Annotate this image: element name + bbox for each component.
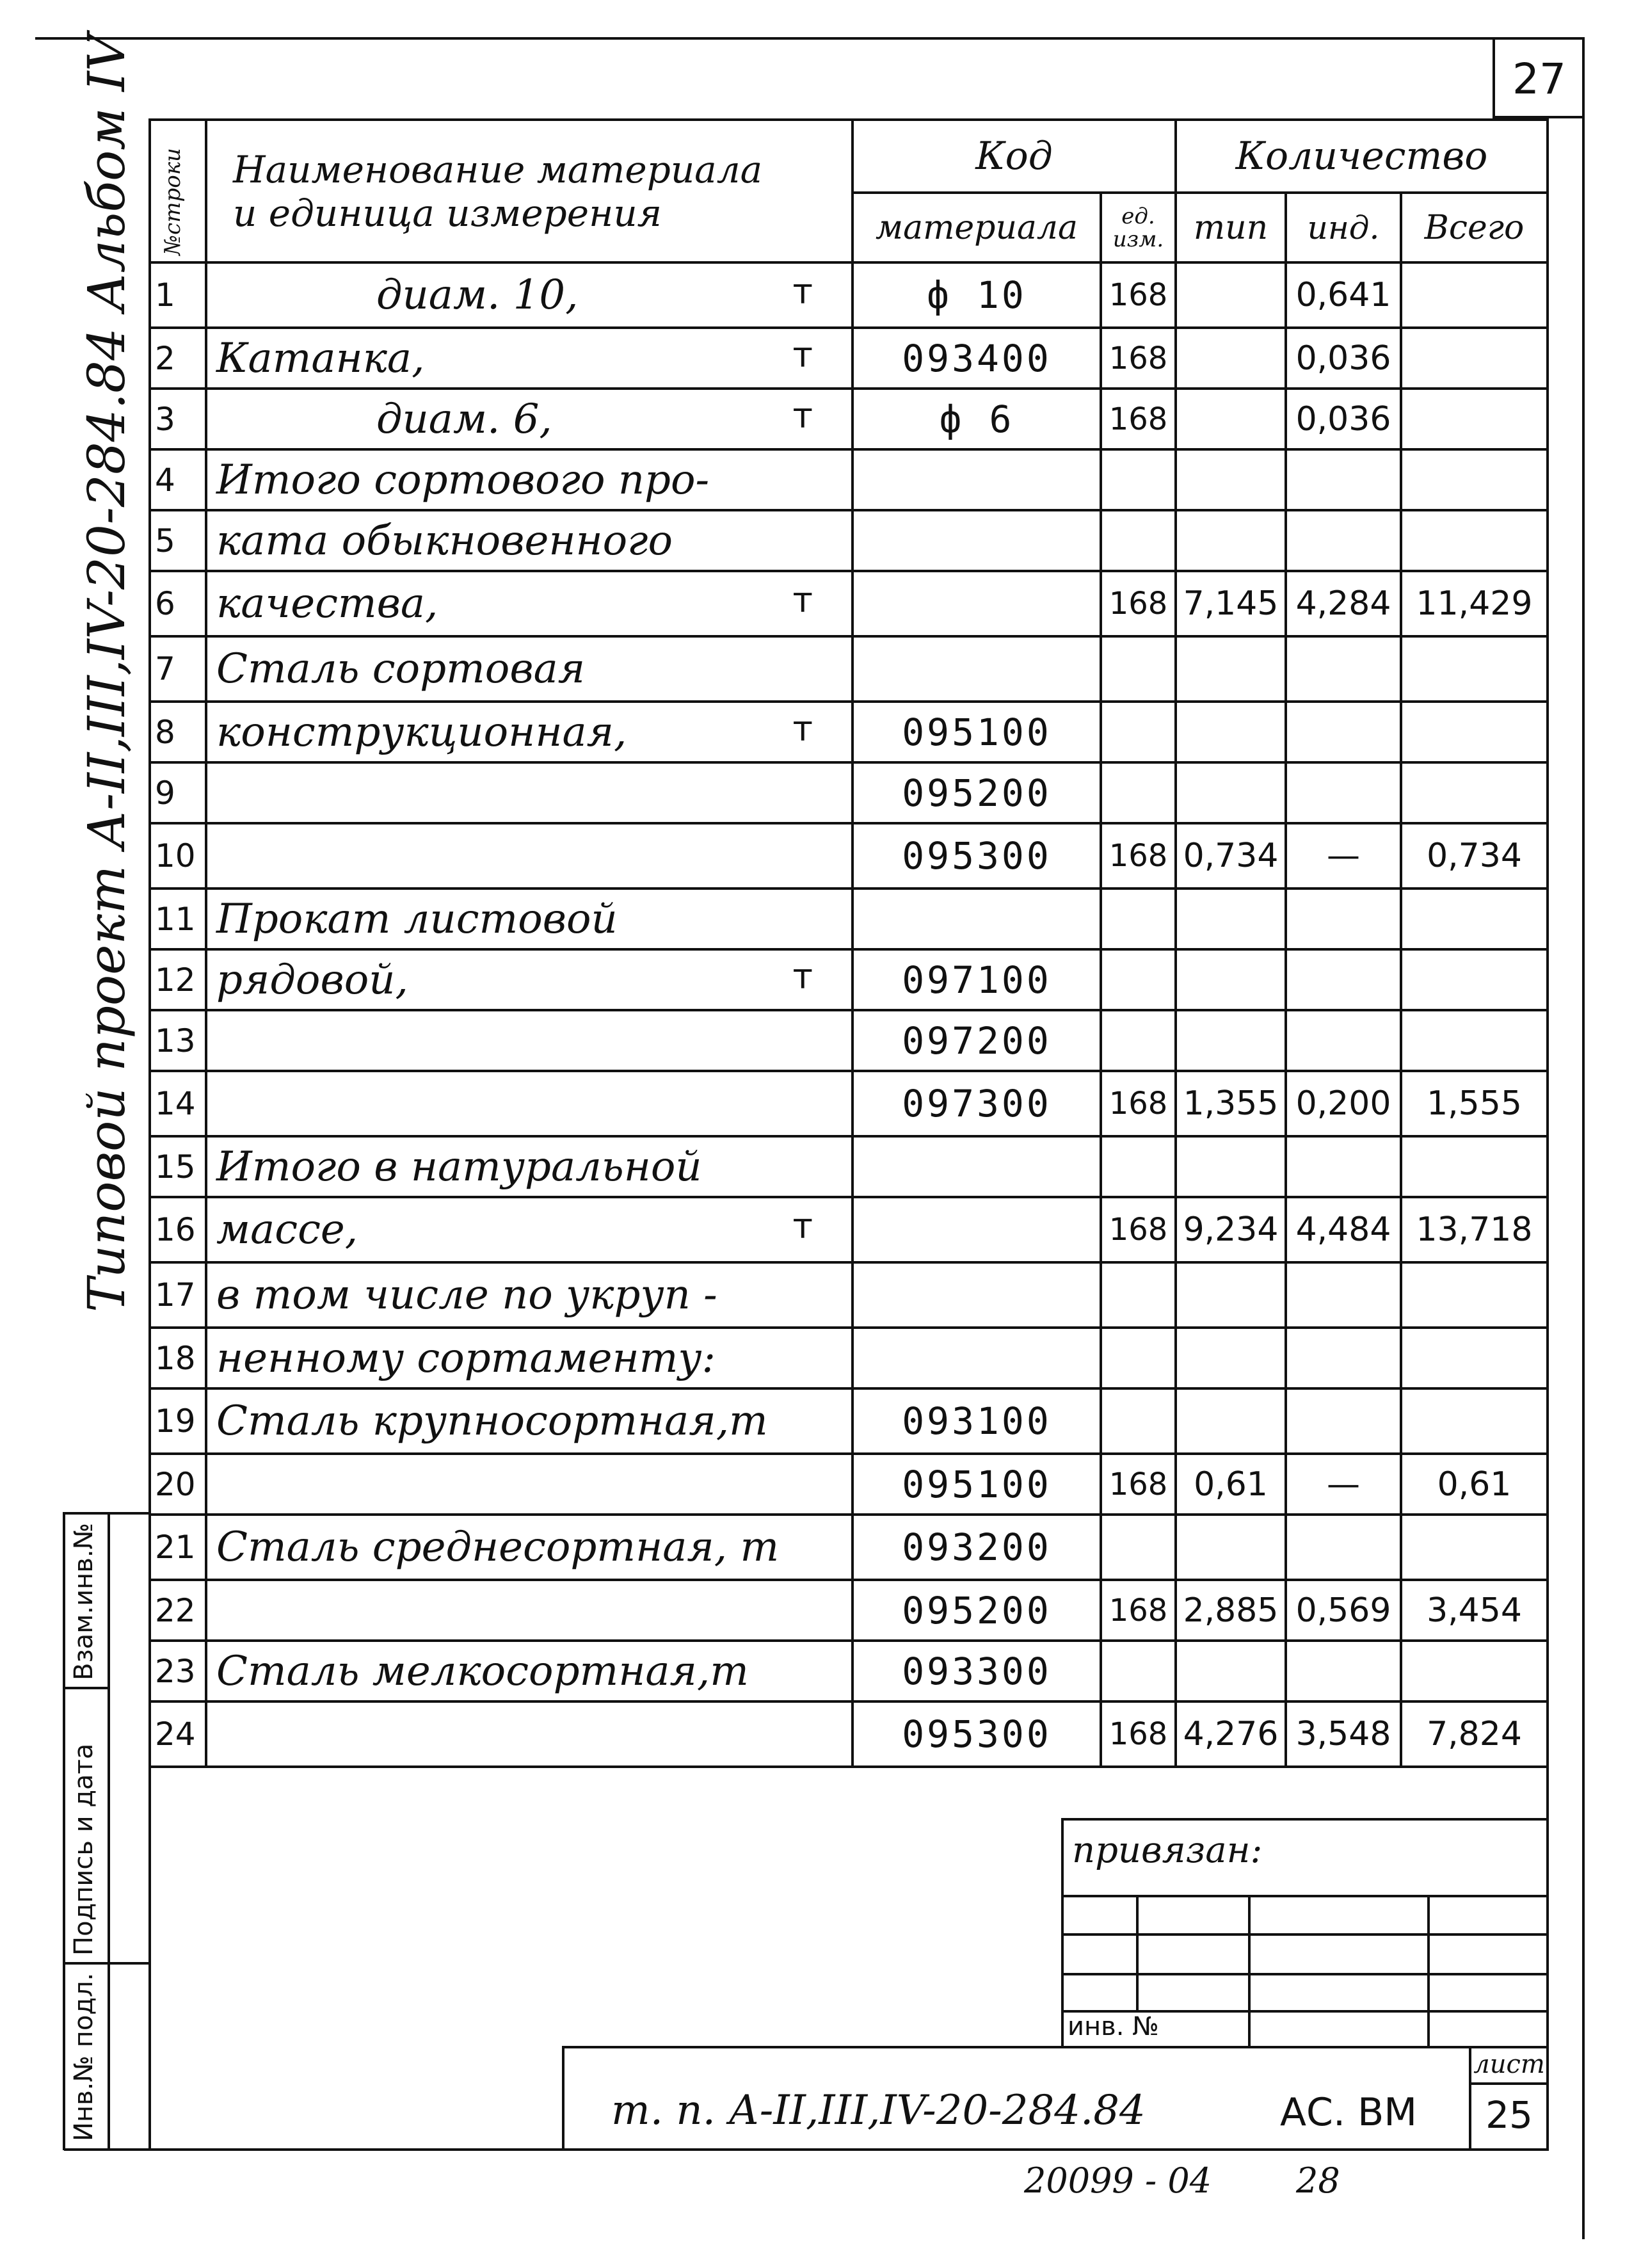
- binding-col-line-3: [1427, 1895, 1430, 2048]
- row-code: 093100: [853, 1388, 1101, 1454]
- row-qty-ind: [1286, 1262, 1401, 1328]
- row-unit-label: т: [792, 271, 813, 312]
- margin-label-replacement: Взам.инв.№: [69, 1522, 99, 1680]
- row-name: [206, 1010, 853, 1071]
- header-code: Код: [853, 120, 1176, 193]
- row-qty-ind: [1286, 449, 1401, 510]
- row-qty-type: [1176, 1328, 1286, 1388]
- table-row: [150, 762, 1548, 823]
- margin-stamp-top: [63, 1512, 151, 1515]
- row-unit-code: 168: [1101, 1197, 1176, 1262]
- row-qty-total: 13,718: [1401, 1197, 1548, 1262]
- row-unit-code: [1101, 949, 1176, 1010]
- header-quantity: Количество: [1176, 120, 1548, 193]
- row-qty-ind: [1286, 1136, 1401, 1197]
- row-name: [206, 328, 853, 389]
- row-name: [206, 449, 853, 510]
- row-code: 093400: [853, 328, 1101, 389]
- table-row: [150, 823, 1548, 889]
- row-unit-code: [1101, 636, 1176, 702]
- binding-col-line-2: [1248, 1895, 1251, 2048]
- table-row: [150, 1515, 1548, 1580]
- page-number: 27: [1512, 54, 1566, 104]
- row-qty-ind: [1286, 636, 1401, 702]
- row-number: 24: [150, 1701, 206, 1767]
- row-unit-code: [1101, 1262, 1176, 1328]
- row-qty-type: [1176, 762, 1286, 823]
- row-name-text: Итого в натуральной: [216, 1143, 702, 1191]
- row-unit-code: [1101, 1388, 1176, 1454]
- row-qty-total: [1401, 449, 1548, 510]
- header-row-number-cell: [150, 120, 206, 262]
- row-qty-ind: [1286, 949, 1401, 1010]
- row-unit-code: [1101, 1515, 1176, 1580]
- row-qty-type: 4,276: [1176, 1701, 1286, 1767]
- row-qty-total: [1401, 1515, 1548, 1580]
- row-number: 19: [150, 1388, 206, 1454]
- stamp-sheet-label: лист: [1473, 2050, 1545, 2079]
- margin-label-signature-date: Подпись и дата: [69, 1743, 99, 1956]
- header-row-1: [150, 120, 1548, 193]
- row-name-text: Сталь сортовая: [216, 645, 586, 693]
- row-number: 15: [150, 1136, 206, 1197]
- row-unit-code: 168: [1101, 389, 1176, 449]
- row-name: [206, 1262, 853, 1328]
- row-unit-code: 168: [1101, 1071, 1176, 1136]
- row-qty-total: [1401, 702, 1548, 762]
- row-name-text: Сталь среднесортная, т: [216, 1524, 780, 1571]
- row-name: [206, 1071, 853, 1136]
- row-name-text: в том числе по укруп -: [216, 1271, 717, 1319]
- row-qty-total: 7,824: [1401, 1701, 1548, 1767]
- row-qty-total: [1401, 1262, 1548, 1328]
- row-qty-ind: 3,548: [1286, 1701, 1401, 1767]
- row-qty-ind: [1286, 1010, 1401, 1071]
- row-code: [853, 449, 1101, 510]
- row-qty-total: 1,555: [1401, 1071, 1548, 1136]
- row-qty-total: [1401, 262, 1548, 328]
- row-qty-ind: 4,484: [1286, 1197, 1401, 1262]
- row-code: 097100: [853, 949, 1101, 1010]
- margin-label-original-inv: Инв.№ подл.: [69, 1972, 99, 2141]
- table-row: [150, 1580, 1548, 1641]
- row-unit-code: [1101, 1136, 1176, 1197]
- header-code-unit: ед. изм.: [1101, 193, 1176, 262]
- row-name: [206, 1197, 853, 1262]
- row-qty-ind: —: [1286, 823, 1401, 889]
- row-name: [206, 1388, 853, 1454]
- row-code: 093200: [853, 1515, 1101, 1580]
- row-qty-ind: [1286, 1388, 1401, 1454]
- row-qty-ind: [1286, 1515, 1401, 1580]
- row-qty-total: [1401, 1328, 1548, 1388]
- row-qty-type: [1176, 1010, 1286, 1071]
- row-qty-ind: [1286, 762, 1401, 823]
- table-row: [150, 949, 1548, 1010]
- row-unit-code: [1101, 449, 1176, 510]
- row-qty-total: [1401, 636, 1548, 702]
- row-qty-ind: [1286, 510, 1401, 571]
- row-code: 095200: [853, 762, 1101, 823]
- row-name: [206, 949, 853, 1010]
- row-number: 13: [150, 1010, 206, 1071]
- row-name-text: массе,: [216, 1206, 358, 1253]
- row-unit-code: 168: [1101, 262, 1176, 328]
- row-unit-label: т: [792, 395, 813, 436]
- row-number: 2: [150, 328, 206, 389]
- row-name-text: Итого сортового про-: [216, 456, 710, 504]
- table-row: [150, 571, 1548, 636]
- header-qty-total: Всего: [1401, 193, 1548, 262]
- row-unit-code: 168: [1101, 571, 1176, 636]
- table-row: [150, 1454, 1548, 1515]
- row-qty-ind: 4,284: [1286, 571, 1401, 636]
- row-name-text: Сталь крупносортная,т: [216, 1397, 768, 1445]
- table-row: [150, 389, 1548, 449]
- row-code: [853, 1197, 1101, 1262]
- row-number: 1: [150, 262, 206, 328]
- table-row: [150, 1641, 1548, 1701]
- binding-row-line-2: [1061, 1933, 1549, 1936]
- row-unit-code: [1101, 510, 1176, 571]
- row-name: [206, 762, 853, 823]
- stamp-top: [562, 2046, 1549, 2048]
- row-unit-code: 168: [1101, 328, 1176, 389]
- row-qty-type: [1176, 949, 1286, 1010]
- row-qty-total: 0,734: [1401, 823, 1548, 889]
- header-qty-type: тип: [1176, 193, 1286, 262]
- row-code: ф 10: [853, 262, 1101, 328]
- row-name: [206, 262, 853, 328]
- row-qty-total: [1401, 389, 1548, 449]
- row-unit-code: [1101, 1010, 1176, 1071]
- row-name-text: Сталь мелкосортная,т: [216, 1647, 749, 1695]
- table-row: [150, 1010, 1548, 1071]
- row-code: ф 6: [853, 389, 1101, 449]
- row-code: [853, 571, 1101, 636]
- stamp-project-code: т. п. А-II,III,IV-20-284.84: [611, 2087, 1146, 2134]
- row-qty-type: [1176, 1388, 1286, 1454]
- row-qty-type: [1176, 389, 1286, 449]
- header-code-material: материала: [853, 193, 1101, 262]
- table-row: [150, 1328, 1548, 1388]
- row-qty-type: 9,234: [1176, 1197, 1286, 1262]
- row-code: 095300: [853, 1701, 1101, 1767]
- row-name: [206, 571, 853, 636]
- row-unit-code: [1101, 1328, 1176, 1388]
- row-qty-ind: 0,036: [1286, 328, 1401, 389]
- table-body: [150, 262, 1548, 1767]
- row-name: [206, 823, 853, 889]
- page-number-box-left: [1493, 37, 1495, 118]
- table-row: [150, 328, 1548, 389]
- row-qty-ind: 0,200: [1286, 1071, 1401, 1136]
- row-name: [206, 1580, 853, 1641]
- header-row-number: №строки: [160, 148, 186, 255]
- row-number: 21: [150, 1515, 206, 1580]
- row-qty-total: 3,454: [1401, 1580, 1548, 1641]
- footer-number: 20099 - 04: [1024, 2160, 1212, 2201]
- row-qty-ind: [1286, 1328, 1401, 1388]
- row-number: 16: [150, 1197, 206, 1262]
- row-qty-type: 7,145: [1176, 571, 1286, 636]
- margin-stamp-mid: [108, 1512, 110, 2150]
- row-qty-total: [1401, 762, 1548, 823]
- stamp-sheet-box-divider: [1469, 2082, 1549, 2085]
- row-unit-code: 168: [1101, 1580, 1176, 1641]
- row-name: [206, 1136, 853, 1197]
- binding-row-line-3: [1061, 1973, 1549, 1975]
- row-qty-type: [1176, 1515, 1286, 1580]
- row-number: 23: [150, 1641, 206, 1701]
- row-qty-ind: [1286, 889, 1401, 949]
- row-name: [206, 702, 853, 762]
- header-qty-ind: инд.: [1286, 193, 1401, 262]
- header-name-cell: [206, 120, 853, 262]
- row-unit-code: [1101, 889, 1176, 949]
- margin-stamp-div2: [63, 1962, 151, 1965]
- row-code: 095300: [853, 823, 1101, 889]
- table-row: [150, 702, 1548, 762]
- stamp-sheet-box-left: [1469, 2046, 1471, 2150]
- row-qty-ind: [1286, 702, 1401, 762]
- side-title: Типовой проект А-II,III,IV-20-284.84 Альбом IV: [77, 34, 136, 1312]
- row-number: 7: [150, 636, 206, 702]
- row-qty-type: [1176, 262, 1286, 328]
- stamp-left: [562, 2046, 564, 2150]
- materials-table: [148, 118, 1549, 1768]
- row-unit-label: т: [792, 580, 813, 620]
- row-code: [853, 1328, 1101, 1388]
- row-name: [206, 636, 853, 702]
- row-code: [853, 1262, 1101, 1328]
- row-unit-label: т: [792, 1206, 813, 1246]
- table-row: [150, 636, 1548, 702]
- binding-inv-label: инв. №: [1068, 2012, 1159, 2041]
- row-qty-ind: 0,569: [1286, 1580, 1401, 1641]
- top-border-line: [35, 37, 1584, 40]
- table-row: [150, 1136, 1548, 1197]
- row-number: 12: [150, 949, 206, 1010]
- row-qty-total: 11,429: [1401, 571, 1548, 636]
- table-row: [150, 889, 1548, 949]
- row-qty-type: [1176, 1641, 1286, 1701]
- row-qty-ind: [1286, 1641, 1401, 1701]
- row-name-text: конструкционная,: [216, 708, 627, 756]
- stamp-sheet-number: 25: [1485, 2093, 1533, 2137]
- binding-col-line-1: [1136, 1895, 1139, 2010]
- row-qty-type: [1176, 449, 1286, 510]
- row-qty-type: [1176, 328, 1286, 389]
- right-border-line: [1582, 37, 1585, 2239]
- table-row: [150, 510, 1548, 571]
- binding-block-top: [1061, 1818, 1549, 1821]
- row-qty-ind: 0,036: [1286, 389, 1401, 449]
- row-unit-code: [1101, 762, 1176, 823]
- row-qty-total: [1401, 1136, 1548, 1197]
- row-name-text: Прокат листовой: [216, 895, 618, 943]
- row-code: 095100: [853, 702, 1101, 762]
- row-number: 17: [150, 1262, 206, 1328]
- row-unit-code: 168: [1101, 1701, 1176, 1767]
- row-unit-label: т: [792, 334, 813, 375]
- row-qty-type: [1176, 889, 1286, 949]
- row-number: 8: [150, 702, 206, 762]
- row-name: [206, 1454, 853, 1515]
- table-row: [150, 449, 1548, 510]
- row-qty-ind: 0,641: [1286, 262, 1401, 328]
- row-qty-type: [1176, 1262, 1286, 1328]
- row-unit-label: т: [792, 708, 813, 749]
- row-qty-total: [1401, 328, 1548, 389]
- row-name-text: Катанка,: [216, 334, 425, 382]
- row-qty-type: [1176, 636, 1286, 702]
- header-name-line1: Наименование материала: [233, 147, 763, 191]
- row-number: 6: [150, 571, 206, 636]
- row-name: [206, 389, 853, 449]
- table-row: [150, 1701, 1548, 1767]
- row-code: 097300: [853, 1071, 1101, 1136]
- row-qty-type: 1,355: [1176, 1071, 1286, 1136]
- margin-stamp-left: [63, 1512, 65, 2150]
- row-qty-total: [1401, 1388, 1548, 1454]
- row-name: [206, 1515, 853, 1580]
- row-name-text: ката обыкновенного: [216, 517, 673, 565]
- row-number: 11: [150, 889, 206, 949]
- row-number: 3: [150, 389, 206, 449]
- row-unit-label: т: [792, 956, 813, 997]
- row-number: 4: [150, 449, 206, 510]
- row-number: 14: [150, 1071, 206, 1136]
- row-name: [206, 1641, 853, 1701]
- header-name-line2: и единица измерения: [233, 191, 662, 235]
- row-qty-type: 0,61: [1176, 1454, 1286, 1515]
- binding-label: привязан:: [1072, 1830, 1263, 1871]
- row-qty-ind: —: [1286, 1454, 1401, 1515]
- row-qty-total: [1401, 1641, 1548, 1701]
- row-name: [206, 1328, 853, 1388]
- row-unit-code: [1101, 1641, 1176, 1701]
- row-number: 9: [150, 762, 206, 823]
- binding-row-line-1: [1061, 1895, 1549, 1897]
- row-qty-type: [1176, 1136, 1286, 1197]
- row-code: 095200: [853, 1580, 1101, 1641]
- row-name-text: качества,: [216, 580, 438, 627]
- row-code: [853, 1136, 1101, 1197]
- table-row: [150, 1262, 1548, 1328]
- row-number: 22: [150, 1580, 206, 1641]
- row-qty-type: [1176, 702, 1286, 762]
- row-name: [206, 510, 853, 571]
- row-name: [206, 1701, 853, 1767]
- row-qty-total: [1401, 1010, 1548, 1071]
- footer-page: 28: [1296, 2160, 1340, 2201]
- table-row: [150, 1197, 1548, 1262]
- row-code: 095100: [853, 1454, 1101, 1515]
- row-qty-type: [1176, 510, 1286, 571]
- row-qty-total: 0,61: [1401, 1454, 1548, 1515]
- margin-stamp-div1: [63, 1687, 110, 1689]
- row-code: [853, 510, 1101, 571]
- table-row: [150, 1388, 1548, 1454]
- row-name-text: диам. 6,: [376, 395, 552, 443]
- table-row: [150, 262, 1548, 328]
- row-number: 10: [150, 823, 206, 889]
- row-code: [853, 636, 1101, 702]
- row-unit-code: [1101, 702, 1176, 762]
- row-unit-code: 168: [1101, 1454, 1176, 1515]
- stamp-mark: АС. ВМ: [1280, 2090, 1418, 2135]
- row-unit-code: 168: [1101, 823, 1176, 889]
- row-qty-type: 0,734: [1176, 823, 1286, 889]
- row-number: 18: [150, 1328, 206, 1388]
- row-code: 097200: [853, 1010, 1101, 1071]
- row-name-text: диам. 10,: [376, 271, 579, 319]
- row-name-text: ненному сортаменту:: [216, 1334, 716, 1382]
- row-code: [853, 889, 1101, 949]
- row-number: 5: [150, 510, 206, 571]
- row-code: 093300: [853, 1641, 1101, 1701]
- row-qty-total: [1401, 889, 1548, 949]
- bottom-frame-line: [64, 2148, 1549, 2151]
- row-qty-total: [1401, 510, 1548, 571]
- row-name-text: рядовой,: [216, 956, 408, 1004]
- table-row: [150, 1071, 1548, 1136]
- row-qty-type: 2,885: [1176, 1580, 1286, 1641]
- row-name: [206, 889, 853, 949]
- row-qty-total: [1401, 949, 1548, 1010]
- row-number: 20: [150, 1454, 206, 1515]
